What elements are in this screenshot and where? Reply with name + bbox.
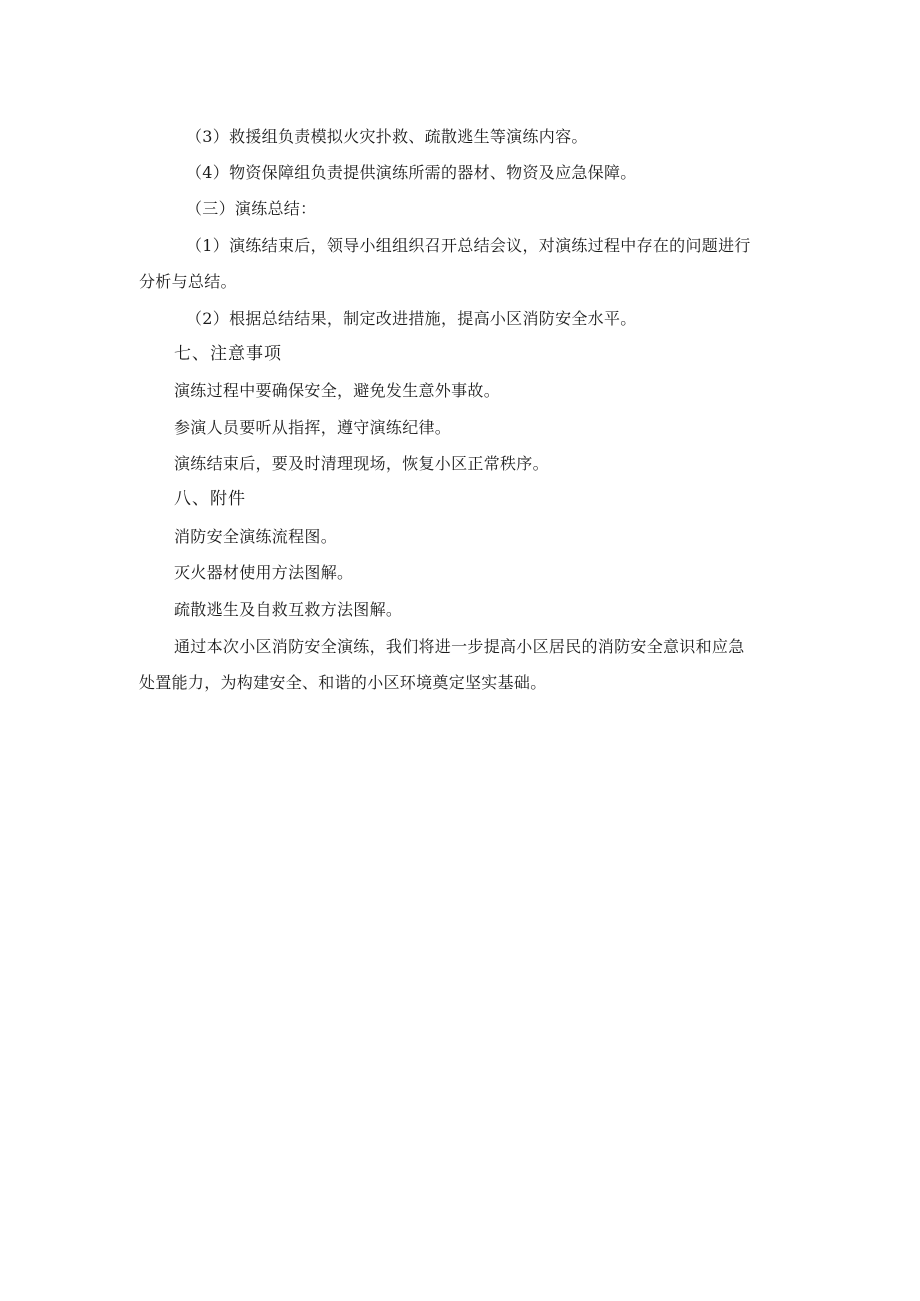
paragraph-improvement-measures: （2）根据总结结果，制定改进措施，提高小区消防安全水平。	[186, 309, 637, 328]
paragraph-summary-meeting-line1: （1）演练结束后，领导小组组织召开总结会议，对演练过程中存在的问题进行	[186, 236, 751, 255]
paragraph-rescue-team: （3）救援组负责模拟火灾扑救、疏散逃生等演练内容。	[186, 127, 588, 146]
precaution-item-safety: 演练过程中要确保安全，避免发生意外事故。	[174, 381, 501, 400]
section-heading-attachments: 八、附件	[174, 489, 246, 509]
paragraph-summary-meeting-line2: 分析与总结。	[139, 272, 237, 291]
attachment-item-flowchart: 消防安全演练流程图。	[174, 527, 338, 546]
precaution-item-cleanup: 演练结束后，要及时清理现场，恢复小区正常秩序。	[174, 454, 549, 473]
attachment-item-extinguisher-guide: 灭火器材使用方法图解。	[174, 563, 354, 582]
paragraph-drill-summary-heading: （三）演练总结：	[186, 199, 317, 218]
section-heading-precautions: 七、注意事项	[174, 344, 282, 364]
precaution-item-discipline: 参演人员要听从指挥，遵守演练纪律。	[174, 418, 452, 437]
conclusion-line2: 处置能力，为构建安全、和谐的小区环境奠定坚实基础。	[139, 673, 547, 692]
conclusion-line1: 通过本次小区消防安全演练，我们将进一步提高小区居民的消防安全意识和应急	[174, 637, 745, 656]
attachment-item-evacuation-guide: 疏散逃生及自救互救方法图解。	[174, 600, 403, 619]
paragraph-supply-team: （4）物资保障组负责提供演练所需的器材、物资及应急保障。	[186, 163, 637, 182]
